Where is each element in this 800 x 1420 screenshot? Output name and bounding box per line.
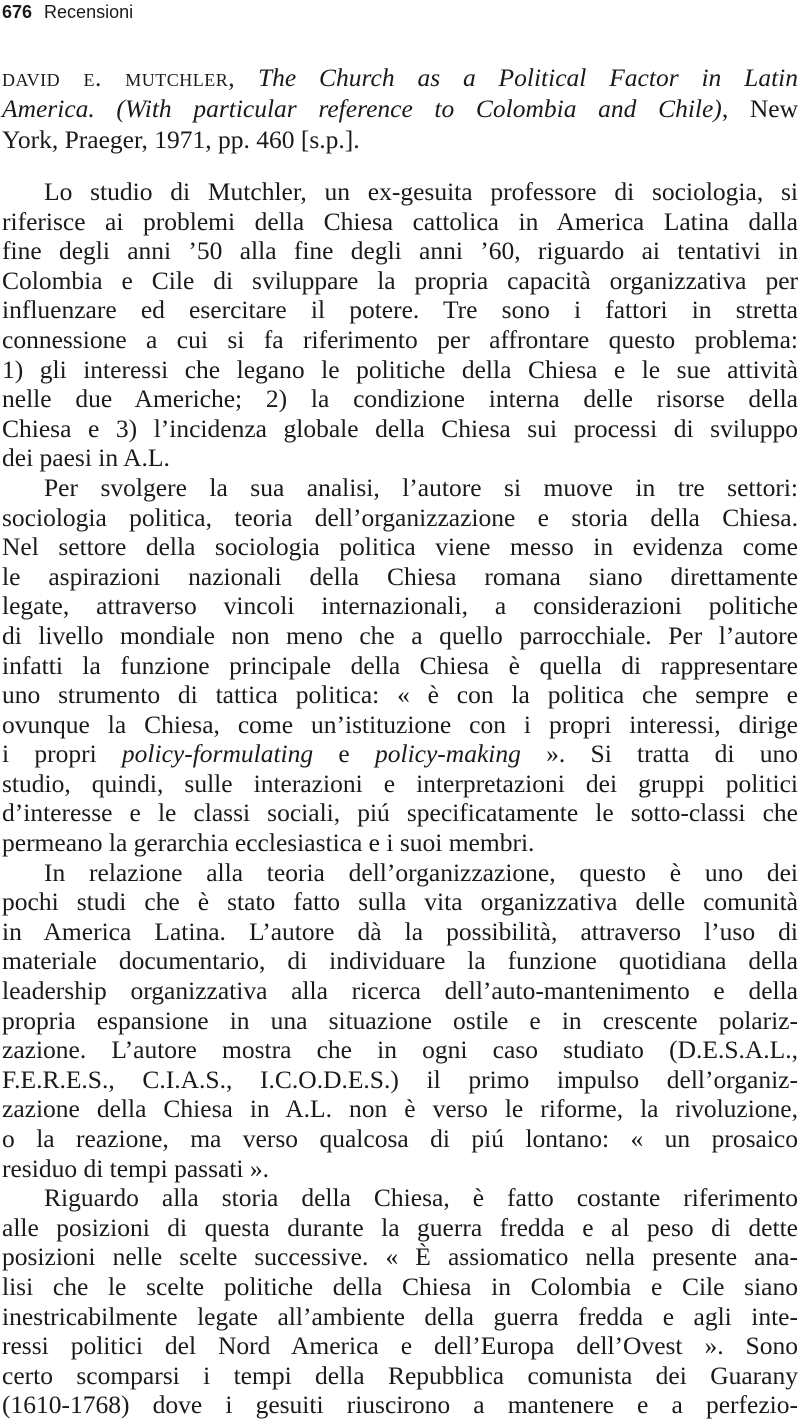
- text-line: uno strumento di tattica politica: « è con la politica che sempre e: [2, 680, 798, 710]
- text-line: le aspirazioni nazionali della Chiesa romana siano direttamente: [2, 561, 798, 591]
- text-line: in America Latina. L’autore dà la possibilità, attraverso l’uso di: [2, 916, 798, 946]
- text-line: nelle due Americhe; 2) la condizione interna delle risorse della: [2, 384, 798, 414]
- section-title: Recensioni: [44, 2, 134, 22]
- citation-author: david e. mutchler,: [2, 63, 236, 92]
- text-line: Per svolgere la sua analisi, l’autore si muove in tre settori:: [44, 472, 798, 502]
- text-line: ovunque la Chiesa, come un’istituzione con i propri interessi, dirige: [2, 709, 798, 739]
- paragraph-3: [2, 858, 798, 1184]
- text-line: zazione. L’autore mostra che in ogni caso studiato (D.E.S.A.L.,: [2, 1035, 798, 1065]
- citation-title-part1: The Church as a Political Factor in Latin: [257, 63, 798, 92]
- text-line: sociologia politica, teoria dell’organizzazione e storia della Chiesa.: [2, 502, 798, 532]
- text-line: dei paesi in A.L.: [2, 443, 170, 473]
- text-line: d’interesse e le classi sociali, piú specificatamente le sotto-classi che: [2, 798, 798, 828]
- text-line: certo scomparsi i tempi della Repubblica comunista dei Guarany: [2, 1360, 798, 1390]
- text-line: alle posizioni di questa durante la guerra fredda e al peso di dette: [2, 1212, 798, 1242]
- book-citation: [2, 62, 798, 155]
- text-line: di livello mondiale non meno che a quello parrocchiale. Per l’autore: [2, 620, 798, 650]
- text-line: (1610-1768) dove i gesuiti riuscirono a mantenere e a perfezio-: [2, 1390, 798, 1420]
- text-line: Riguardo alla storia della Chiesa, è fatto costante riferimento: [44, 1183, 798, 1213]
- paragraph-1: [2, 177, 798, 473]
- text-line: connessione a cui si fa riferimento per affrontare questo problema:: [2, 324, 798, 354]
- review-body: [2, 177, 798, 1420]
- text-line: Chiesa e 3) l’incidenza globale della Chiesa sui processi di sviluppo: [2, 413, 798, 443]
- text-line: In relazione alla teoria dell’organizzazione, questo è uno dei: [44, 857, 798, 887]
- paragraph-4: [2, 1183, 798, 1420]
- text-line: 1) gli interessi che legano le politiche della Chiesa e le sue attività: [2, 354, 798, 384]
- text-line: influenzare ed esercitare il potere. Tre sono i fattori in stretta: [2, 295, 798, 325]
- citation-publisher-start: , New: [721, 94, 798, 123]
- text-line: riferisce ai problemi della Chiesa cattolica in America Latina dalla: [2, 206, 798, 236]
- text-line: fine degli anni ’50 alla fine degli anni ’60, riguardo ai tentativi in: [2, 236, 798, 266]
- text-line: propria espansione in una situazione ostile e in crescente polariz-: [2, 1005, 798, 1035]
- text-line: ressi politici del Nord America e dell’Europa dell’Ovest ». Sono: [2, 1331, 798, 1361]
- text-line: o la reazione, ma verso qualcosa di piú lontano: « un prosaico: [2, 1124, 798, 1153]
- text-line: pochi studi che è stato fatto sulla vita organizzativa delle comunità: [2, 887, 798, 917]
- running-header: [2, 0, 133, 24]
- text-line: permeano la gerarchia ecclesiastica e i suoi membri.: [2, 828, 535, 858]
- citation-publication: York, Praeger, 1971, pp. 460 [s.p.].: [2, 125, 360, 154]
- text-line: posizioni nelle scelte successive. « È assiomatico nella presente ana-: [2, 1242, 798, 1272]
- text-line: residuo di tempi passati ».: [2, 1153, 270, 1183]
- citation-title-part2: America. (With particular reference to Colombia and Chile): [2, 94, 722, 123]
- text-line: Colombia e Cile di sviluppare la propria capacità organizzativa per: [2, 265, 798, 295]
- text-line: inestricabilmente legate all’ambiente della guerra fredda e agli inte-: [2, 1301, 798, 1331]
- text-line: studio, quindi, sulle interazioni e interpretazioni dei gruppi politici: [2, 768, 798, 798]
- page-number: 676: [2, 2, 33, 22]
- text-line: zazione della Chiesa in A.L. non è verso le riforme, la rivoluzione,: [2, 1094, 798, 1124]
- text-fragment: e: [313, 739, 375, 769]
- text-fragment: i propri: [2, 739, 122, 769]
- text-line: lisi che le scelte politiche della Chiesa in Colombia e Cile siano: [2, 1271, 798, 1301]
- italic-term: policy-making: [375, 739, 521, 769]
- text-line: legate, attraverso vincoli internazionali, a considerazioni politiche: [2, 591, 798, 621]
- text-line-with-italics: [2, 739, 798, 769]
- text-line: F.E.R.E.S., C.I.A.S., I.C.O.D.E.S.) il primo impulso dell’organiz-: [2, 1064, 798, 1094]
- text-line: materiale documentario, di individuare la funzione quotidiana della: [2, 946, 798, 976]
- text-line: leadership organizzativa alla ricerca dell’auto-mantenimento e della: [2, 976, 798, 1006]
- text-line: Lo studio di Mutchler, un ex-gesuita professore di sociologia, si: [44, 177, 798, 206]
- text-line: infatti la funzione principale della Chiesa è quella di rappresentare: [2, 650, 798, 680]
- paragraph-2: [2, 473, 798, 858]
- text-fragment: ». Si tratta di uno: [520, 739, 799, 769]
- text-line: Nel settore della sociologia politica viene messo in evidenza come: [2, 532, 798, 562]
- italic-term: policy-formulating: [121, 739, 314, 769]
